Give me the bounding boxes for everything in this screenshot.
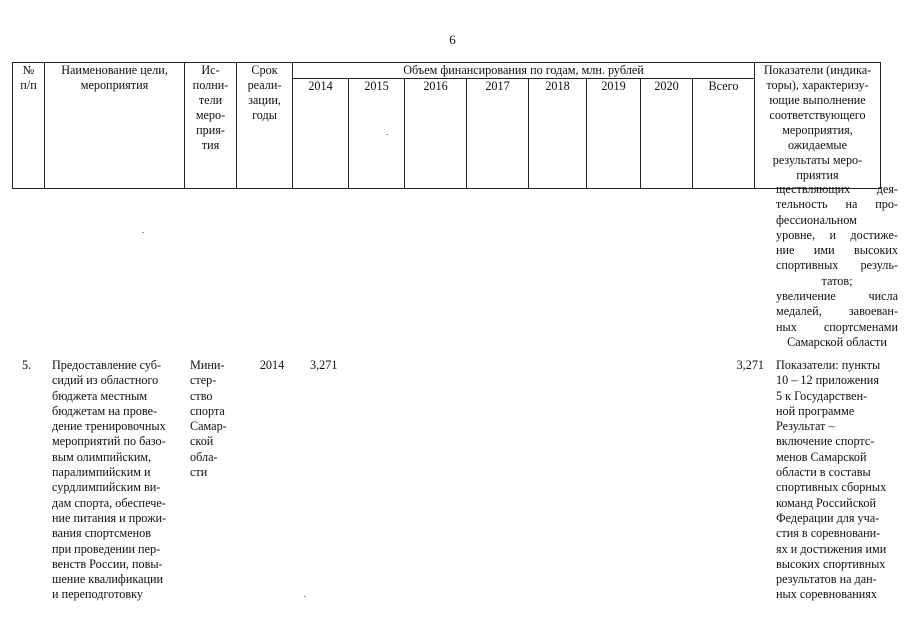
header-year-2014: 2014 — [293, 79, 349, 189]
row5-number: 5. — [22, 358, 32, 372]
page-number: 6 — [449, 32, 456, 47]
header-total: Всего — [693, 79, 755, 189]
scan-speck — [142, 232, 144, 233]
continuation-line: татов; — [821, 273, 853, 288]
header-year-2020: 2020 — [641, 79, 693, 189]
row5-activity-name: Предоставление суб- сидий из областного бюджета местным бюджетам на прове- дение тренировочных мероприятий по базо- вым олимпийским, паралимпийским и сурдлимпийским ви- дам спорта, обеспече- ние питания и прожи- вания спортсменов при проведении пер- венств России, повы- шение квалификации и переподготовку — [52, 358, 167, 602]
header-term: Срок реали- зации, годы — [237, 63, 293, 189]
indicators-continuation — [776, 182, 898, 350]
header-indicators: Показатели (индика- торы), характеризу- ющие выполнение соответствующего мероприятия, ожидаемые результаты меро- приятия — [755, 63, 881, 189]
continuation-line: тельность на про- — [776, 197, 898, 212]
scan-speck — [386, 134, 388, 135]
scan-speck — [304, 596, 306, 597]
continuation-line: увеличение числа — [776, 289, 898, 304]
row5-term: 2014 — [259, 358, 285, 372]
header-year-2019: 2019 — [587, 79, 641, 189]
continuation-line: Самарской области — [787, 334, 887, 349]
header-executor: Ис- полни- тели меро- прия- тия — [185, 63, 237, 189]
header-year-2015: 2015 — [349, 79, 405, 189]
header-year-2018: 2018 — [529, 79, 587, 189]
row5-total: 3,271 — [736, 358, 764, 372]
row5-value-2014: 3,271 — [310, 358, 338, 372]
continuation-line: фессиональном — [776, 212, 857, 227]
continuation-line: уровне, и достиже- — [776, 227, 898, 242]
row5-indicators: Показатели: пункты 10 – 12 приложения 5 к Государствен- ной программе Результат – включение спортс- менов Самарской области в составы спортивных сборных команд Российской Федерации для уча- стия в соревновани- ях и достижения ими высоких спортивных результатов на дан- ных соревнованиях — [776, 358, 887, 602]
continuation-line: медалей, завоеван- — [776, 304, 898, 319]
continuation-line: ных спортсменами — [776, 319, 898, 334]
continuation-line: ществляющих дея- — [776, 182, 898, 196]
header-name: Наименование цели, мероприятия — [45, 63, 185, 189]
header-year-2016: 2016 — [405, 79, 467, 189]
continuation-line: ние ими высоких — [776, 243, 898, 258]
header-financing: Объем финансирования по годам, млн. рублей — [293, 63, 755, 79]
header-table — [12, 62, 881, 189]
continuation-line: спортивных резуль- — [776, 258, 898, 273]
row5-executor: Мини- стер- ство спорта Самар- ской обла- сти — [190, 358, 227, 480]
header-year-2017: 2017 — [467, 79, 529, 189]
header-num: № п/п — [13, 63, 45, 189]
